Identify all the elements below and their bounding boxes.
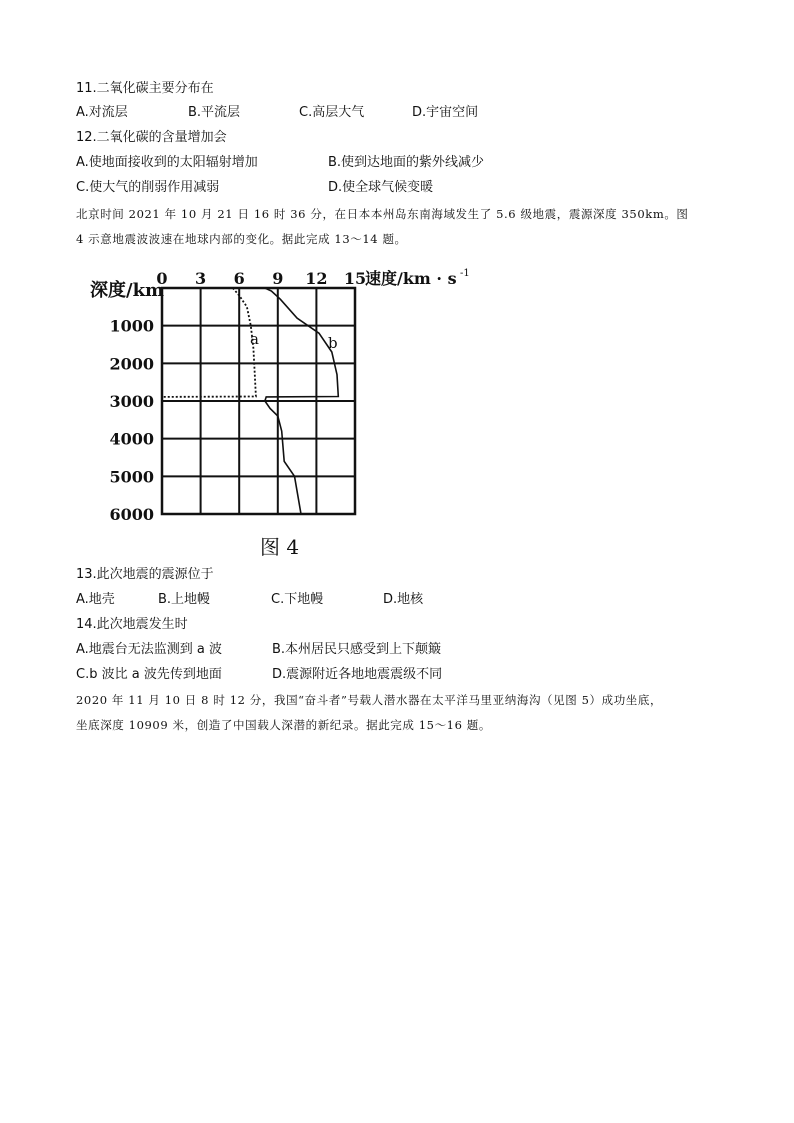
q12-option-d: D.使全球气候变暖 xyxy=(328,180,434,195)
figure-4-seismic-wave-chart xyxy=(70,262,490,562)
y-tick-label: 6000 xyxy=(109,505,154,524)
y-tick-label: 4000 xyxy=(109,429,154,449)
y-tick-label: 5000 xyxy=(109,467,154,487)
y-tick-label: 2000 xyxy=(109,354,154,374)
q13-option-b: B.上地幔 xyxy=(158,592,211,607)
x-tick-label: 6 xyxy=(233,269,245,288)
y-tick-label: 1000 xyxy=(109,316,154,336)
question-11-stem: 11.二氧化碳主要分布在 xyxy=(76,81,214,96)
q14-option-a: A.地震台无法监测到 a 波 xyxy=(76,642,223,657)
question-14-stem: 14.此次地震发生时 xyxy=(76,617,188,632)
depth-axis-label: 深度/km xyxy=(90,280,165,301)
x-tick-label: 0 xyxy=(156,269,168,288)
intro-13-14-line-2: 4 示意地震波波速在地球内部的变化。据此完成 13～14 题。 xyxy=(76,232,407,246)
x-tick-label: 12 xyxy=(305,269,328,288)
x-tick-label: 9 xyxy=(272,269,284,288)
q11-option-a: A.对流层 xyxy=(76,105,128,120)
q13-option-a: A.地壳 xyxy=(76,592,115,607)
curve-label-a: a xyxy=(250,330,259,348)
intro-15-16-line-2: 坐底深度 10909 米，创造了中国载人深潜的新纪录。据此完成 15～16 题。 xyxy=(76,718,491,732)
q11-option-d: D.宇宙空间 xyxy=(412,105,479,120)
seismic-wave-chart-svg xyxy=(70,262,490,562)
q12-option-a: A.使地面接收到的太阳辐射增加 xyxy=(76,155,258,170)
q11-option-c: C.高层大气 xyxy=(299,105,365,120)
intro-13-14-line-1: 北京时间 2021 年 10 月 21 日 16 时 36 分，在日本本州岛东南海域发生了 5.6 级地震，震源深度 350km。图 xyxy=(76,207,689,221)
q12-option-c: C.使大气的削弱作用减弱 xyxy=(76,180,220,195)
q13-option-d: D.地核 xyxy=(383,592,424,607)
q11-option-b: B.平流层 xyxy=(188,105,241,120)
q13-option-c: C.下地幔 xyxy=(271,592,324,607)
q14-option-d: D.震源附近各地地震震级不同 xyxy=(272,667,443,682)
q12-option-b: B.使到达地面的紫外线减少 xyxy=(328,155,485,170)
question-13-stem: 13.此次地震的震源位于 xyxy=(76,567,214,582)
y-tick-label: 3000 xyxy=(109,392,154,411)
question-12-stem: 12.二氧化碳的含量增加会 xyxy=(76,130,227,145)
speed-axis-exponent: -1 xyxy=(460,268,470,279)
figure-caption: 图 4 xyxy=(260,535,300,559)
series-line-a xyxy=(162,288,256,397)
q14-option-c: C.b 波比 a 波先传到地面 xyxy=(76,667,222,682)
intro-15-16-line-1: 2020 年 11 月 10 日 8 时 12 分，我国“奋斗者”号载人潜水器在太平洋马里亚纳海沟（见图 5）成功坐底， xyxy=(76,693,663,707)
speed-axis-label: 速度/km · s xyxy=(365,269,457,288)
curve-label-b: b xyxy=(328,334,338,352)
x-tick-label: 15 xyxy=(343,269,367,288)
q14-option-b: B.本州居民只感受到上下颠簸 xyxy=(272,642,442,657)
x-tick-label: 3 xyxy=(195,269,207,288)
